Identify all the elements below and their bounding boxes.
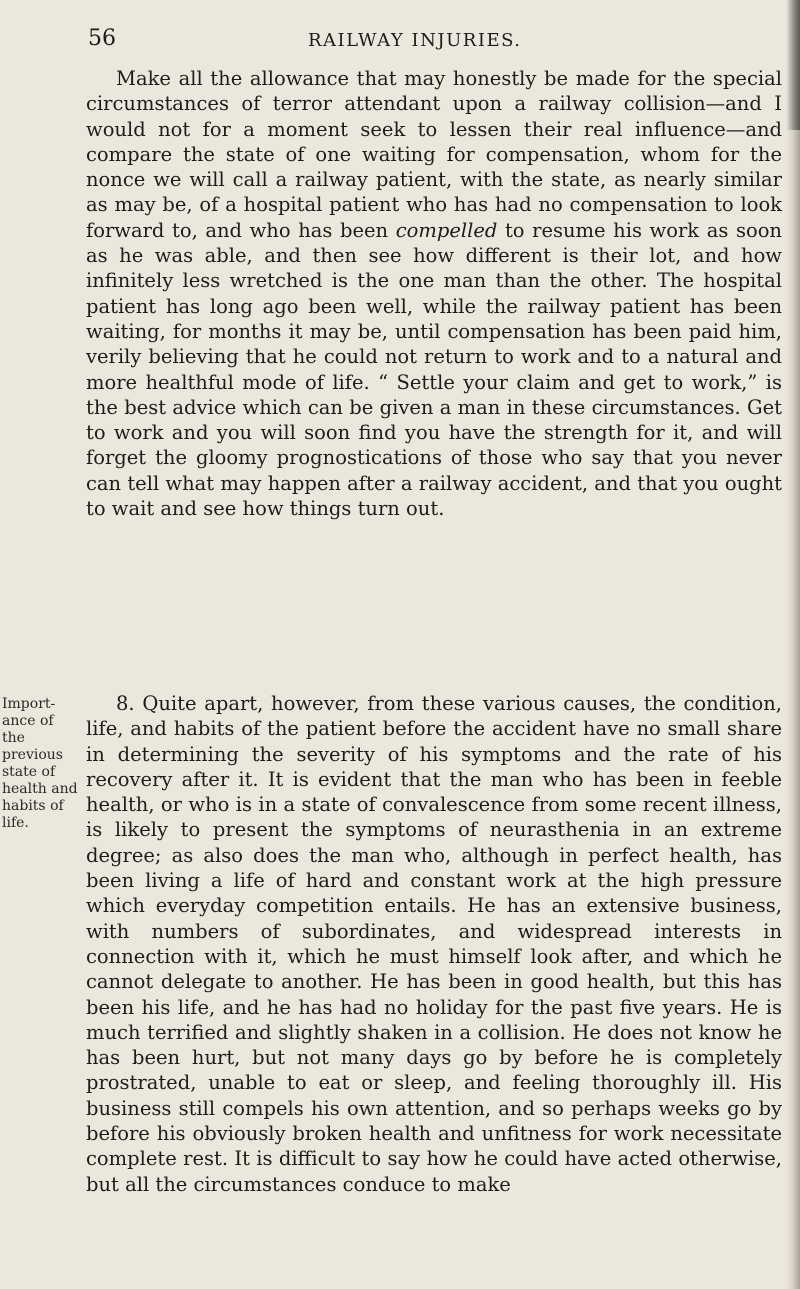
paragraph-1-italic: compelled xyxy=(395,218,498,242)
page-edge-shadow xyxy=(786,0,800,1289)
paragraph-1-text-a: Make all the allowance that may honestly be made for the special circumstances of terror attendant upon a railway collision—and I would not for a moment seek to lessen their real influence—and compare the state of one waiting for compensation, whom for the nonce we will call a railway patient, with the state, as nearly similar as may be, of a hospital patient who has had no compensation to look forward to, and who has been xyxy=(86,67,782,242)
page-header xyxy=(88,26,788,56)
page-number: 56 xyxy=(88,26,116,51)
margin-note: Import- ance of the previous state of health and habits of life. xyxy=(2,696,78,831)
page-edge-dark xyxy=(786,0,800,130)
paragraph-2: 8. Quite apart, however, from these various causes, the condition, life, and habits of the patient before the accident have no small share in determining the severity of his symptoms and the rate of his recovery after it. It is evident that the man who has been in feeble health, or who is in a state of convalescence from some recent illness, is likely to present the symptoms of neurasthenia in an extreme degree; as also does the man who, although in perfect health, has been living a life of hard and constant work at the high pressure which everyday competition entails. He has an extensive business, with numbers of subordinates, and widespread interests in connection with it, which he must himself look after, and which he cannot delegate to another. He has been in good health, but this has been his life, and he has had no holiday for the past five years. He is much terrified and slightly shaken in a collision. He does not know he has been hurt, but not many days go by before he is completely prostrated, unable to eat or sleep, and feeling thoroughly ill. His business still compels his own attention, and so perhaps weeks go by before his obviously broken health and unfitness for work necessitate complete rest. It is difficult to say how he could have acted otherwise, but all the circumstances conduce to make xyxy=(86,692,782,1196)
running-head: RAILWAY INJURIES. xyxy=(308,30,522,51)
paragraph-1 xyxy=(86,66,782,521)
paragraph-1-text-b: to resume his work as soon as he was able, and then see how different is their lot, and how infinitely less wretched is the one man than the other. The hospital patient has long ago been well, while the railway patient has been waiting, for months it may be, until compensation has been paid him, verily believing that he could not return to work and to a natural and more healthful mode of life. “ Settle your claim and get to work,” is the best advice which can be given a man in these circumstances. Get to work and you will soon find you have the strength for it, and will forget the gloomy prognostications of those who say that you never can tell what may happen after a railway accident, and that you ought to wait and see how things turn out. xyxy=(86,218,782,521)
